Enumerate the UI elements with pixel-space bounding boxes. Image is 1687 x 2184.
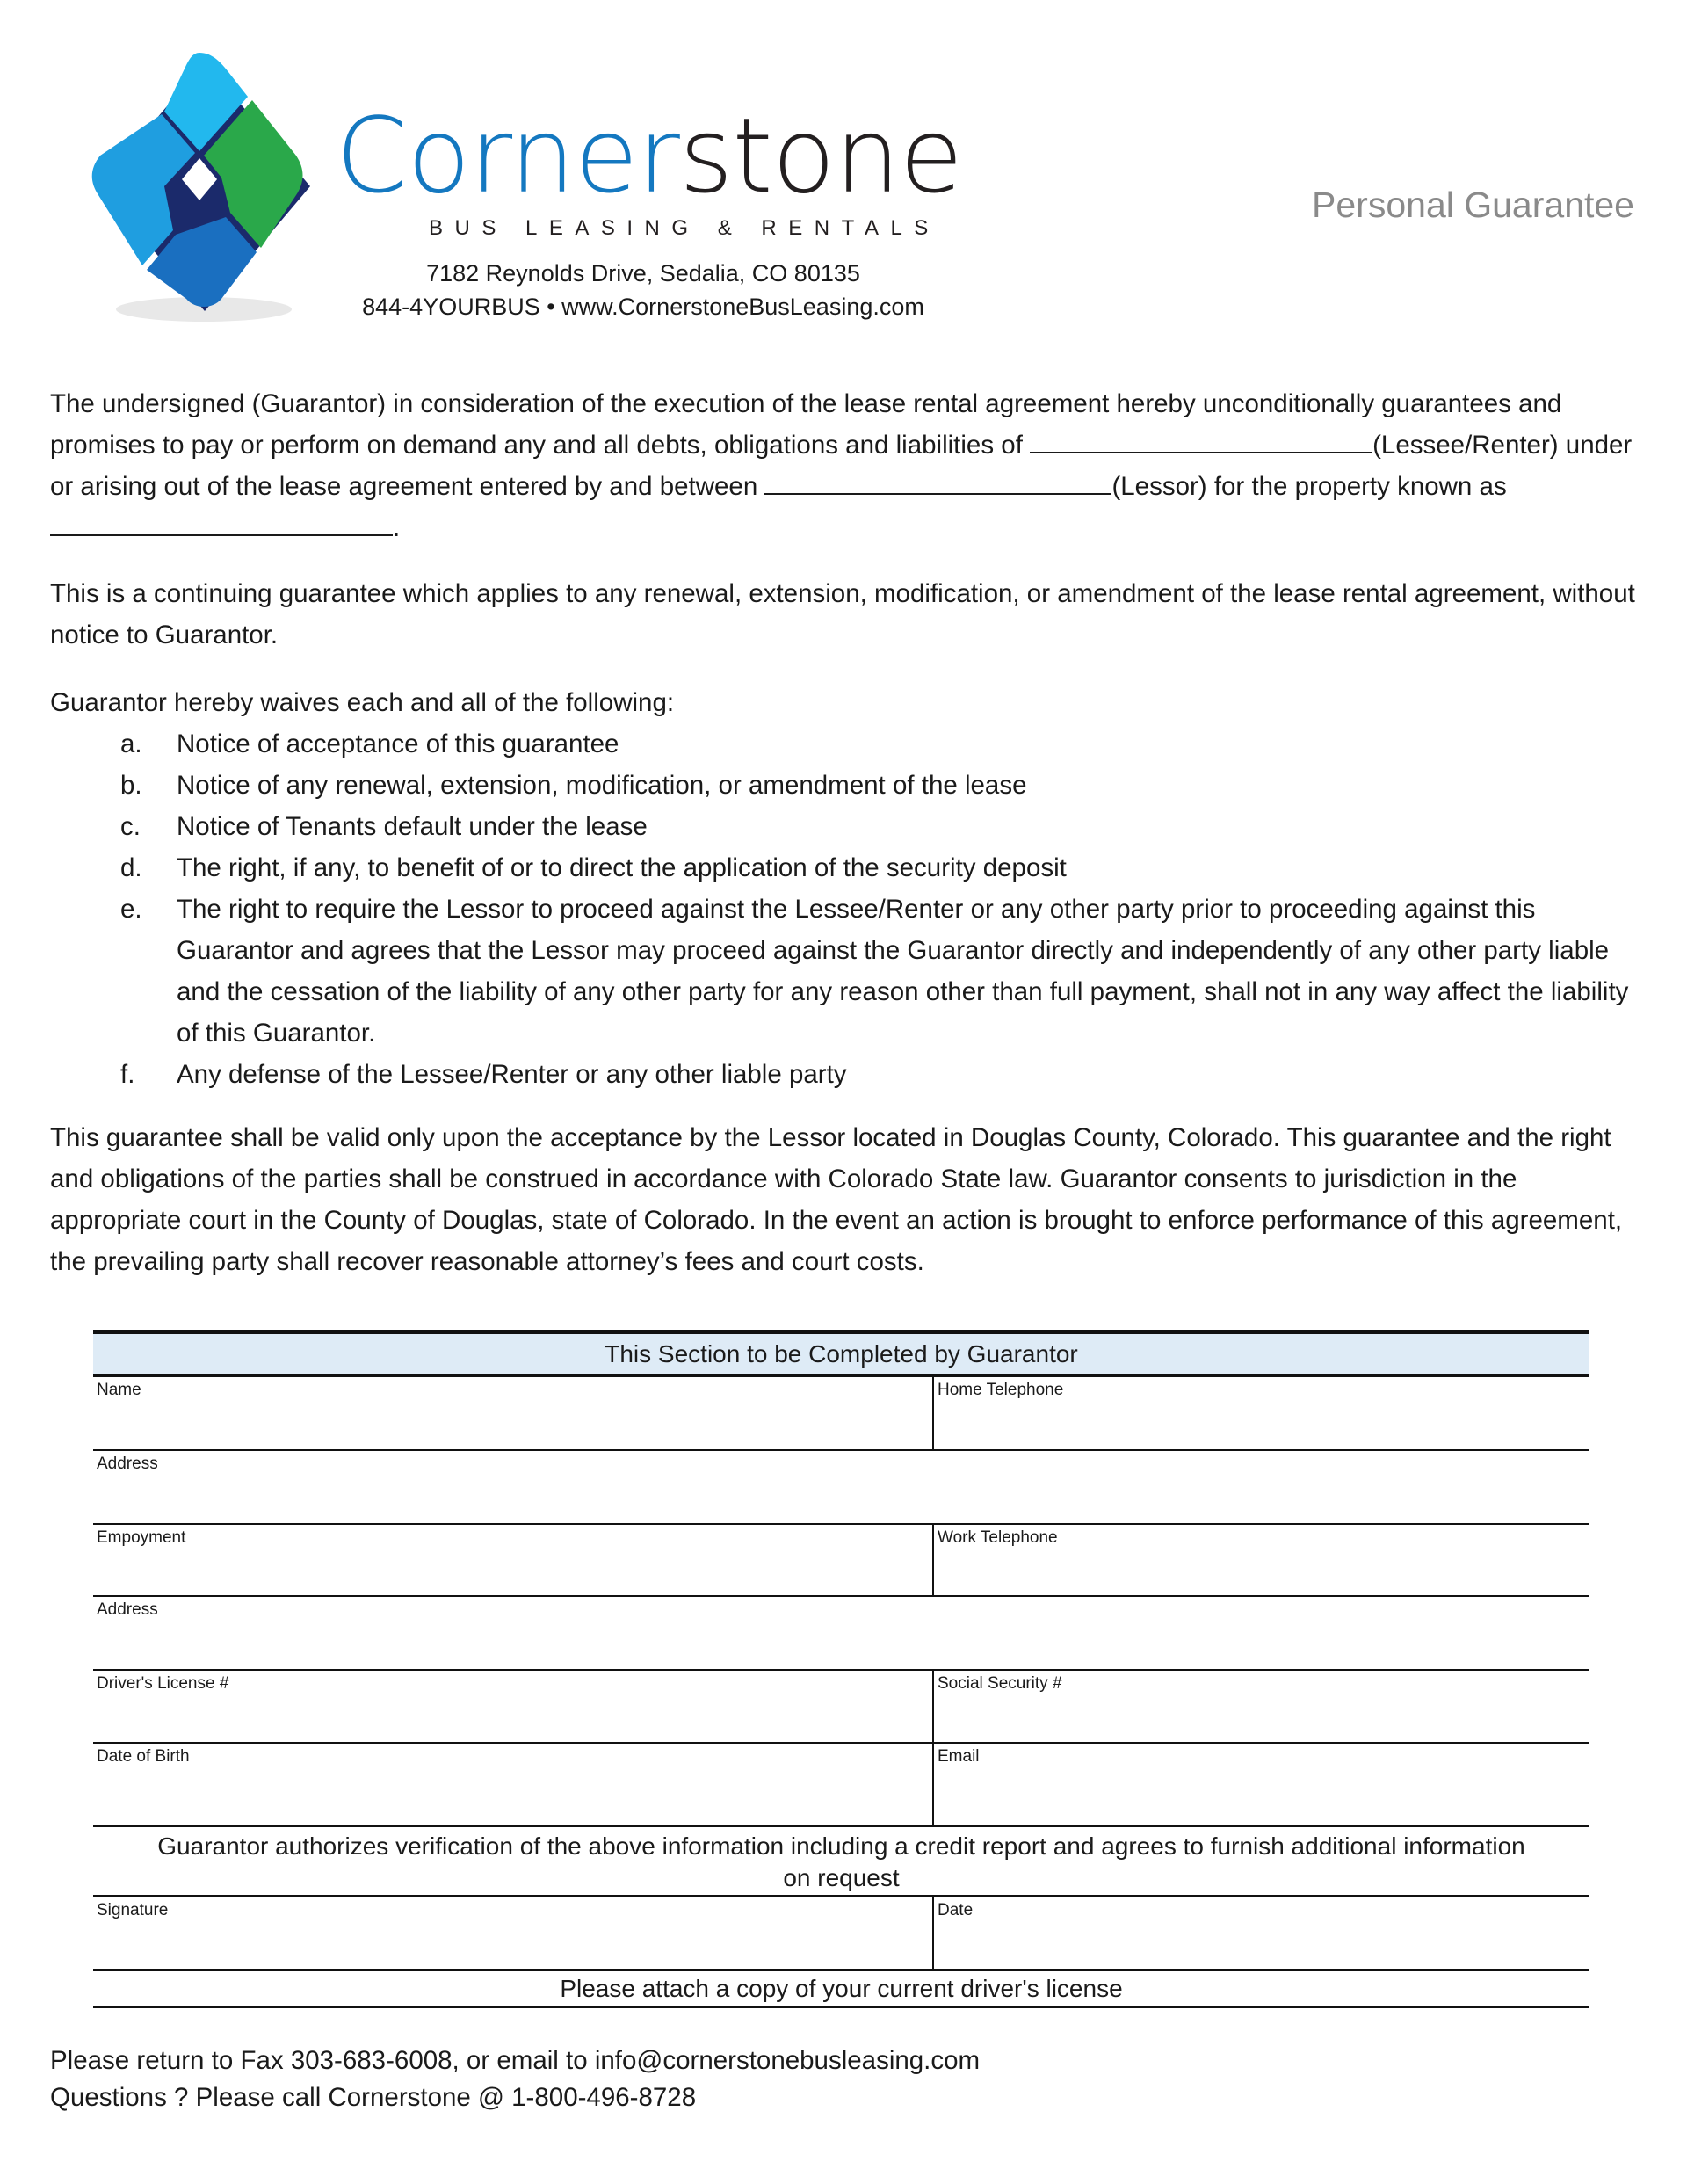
- guarantor-form: [93, 1330, 1589, 2008]
- home-telephone-field[interactable]: [932, 1377, 1589, 1449]
- waiver-text: Notice of acceptance of this guarantee: [177, 729, 619, 758]
- date-of-birth-label: Date of Birth: [97, 1747, 190, 1766]
- waiver-item: [50, 723, 1640, 765]
- waiver-marker: a.: [120, 729, 142, 758]
- drivers-license-label: Driver's License #: [97, 1674, 229, 1693]
- work-telephone-label: Work Telephone: [938, 1528, 1058, 1547]
- form-row-dob: [93, 1744, 1589, 1827]
- signature-label: Signature: [97, 1901, 169, 1919]
- work-telephone-field[interactable]: [932, 1525, 1589, 1595]
- brand-name-part2: stone: [678, 95, 963, 216]
- waiver-marker: d.: [120, 853, 142, 882]
- waiver-item: [50, 889, 1640, 1054]
- attach-license-note: Please attach a copy of your current driver's license: [93, 1971, 1589, 2008]
- employment-field[interactable]: [93, 1525, 932, 1595]
- email-field[interactable]: [932, 1744, 1589, 1825]
- p1-text-a: The undersigned (Guarantor) in consideration of the execution of the lease rental agreement hereby unconditionally guarantees and promises to pay or perform on demand any and all debts, obligations and liabilities of: [50, 389, 1562, 460]
- footer-return-info: Please return to Fax 303-683-6008, or email to info@cornerstonebusleasing.com: [50, 2046, 981, 2075]
- waiver-marker: b.: [120, 771, 142, 800]
- form-row-name: [93, 1377, 1589, 1451]
- waiver-text: Notice of Tenants default under the lease: [177, 812, 648, 841]
- form-row-employment: [93, 1525, 1589, 1597]
- form-row-license: [93, 1671, 1589, 1744]
- form-row-address: [93, 1451, 1589, 1525]
- p1-text-c: (Lessor) for the property known as: [1111, 472, 1507, 501]
- employer-address-label: Address: [97, 1600, 158, 1619]
- paragraph-continuing: This is a continuing guarantee which applies to any renewal, extension, modification, or amendment of the lease rental agreement, without notice to Guarantor.: [50, 579, 1635, 649]
- employment-label: Empoyment: [97, 1528, 186, 1547]
- waiver-text: Any defense of the Lessee/Renter or any other liable party: [177, 1060, 847, 1089]
- lessee-blank[interactable]: [1030, 425, 1372, 453]
- paragraph-guarantee: [50, 383, 1640, 548]
- name-field[interactable]: [93, 1377, 932, 1449]
- waivers-section: [50, 682, 1640, 1095]
- drivers-license-field[interactable]: [93, 1671, 932, 1742]
- paragraph-jurisdiction: This guarantee shall be valid only upon the acceptance by the Lessor located in Douglas County, Colorado. This guarantee and the right and obligations of the parties shall be construed in accordance with Colorado State law. Guarantor consents to jurisdiction in the appropriate court in the County of Douglas, state of Colorado. In the event an action is brought to enforce performance of this agreement, the prevailing party shall recover reasonable attorney’s fees and court costs.: [50, 1123, 1623, 1276]
- brand-name: [336, 95, 963, 216]
- waiver-list: [50, 723, 1640, 1095]
- footer-questions: Questions ? Please call Cornerstone @ 1-800-496-8728: [50, 2083, 697, 2112]
- company-address: 7182 Reynolds Drive, Sedalia, CO 80135: [426, 260, 860, 287]
- email-label: Email: [938, 1747, 980, 1766]
- date-of-birth-field[interactable]: [93, 1744, 932, 1825]
- signature-field[interactable]: [93, 1897, 932, 1969]
- tagline: BUS LEASING & RENTALS: [429, 216, 940, 240]
- lessor-blank[interactable]: [764, 467, 1111, 495]
- date-field[interactable]: [932, 1897, 1589, 1969]
- date-label: Date: [938, 1901, 974, 1919]
- waivers-intro: Guarantor hereby waives each and all of the following:: [50, 688, 675, 717]
- p1-text-b: (Lessee/Renter) under or arising out of the lease agreement entered by and between: [50, 431, 1633, 501]
- home-telephone-label: Home Telephone: [938, 1381, 1064, 1399]
- ssn-label: Social Security #: [938, 1674, 1062, 1693]
- form-title: This Section to be Completed by Guarantor: [93, 1330, 1589, 1377]
- waiver-marker: f.: [120, 1060, 135, 1089]
- waiver-text: The right to require the Lessor to proceed against the Lessee/Renter or any other party prior to proceeding against this Guarantor and agrees that the Lessor may proceed against the Guarantor directly and independently of any other party liable and the cessation of the liability of any other party for any reason other than full payment, shall not in any way affect the liability of this Guarantor.: [177, 895, 1629, 1048]
- waiver-item: [50, 847, 1640, 889]
- name-label: Name: [97, 1381, 141, 1399]
- property-blank[interactable]: [50, 508, 393, 536]
- authorization-text: Guarantor authorizes verification of the above information including a credit report and agrees to furnish additional information on request: [93, 1827, 1589, 1897]
- document-title: Personal Guarantee: [1312, 185, 1634, 225]
- address-field[interactable]: [93, 1451, 1589, 1523]
- waiver-item: [50, 765, 1640, 806]
- waiver-item: [50, 1054, 1640, 1095]
- address-label: Address: [97, 1455, 158, 1473]
- company-contact: 844-4YOURBUS • www.CornerstoneBusLeasing.com: [362, 294, 924, 320]
- waiver-text: The right, if any, to benefit of or to direct the application of the security deposit: [177, 853, 1067, 882]
- form-row-employer-address: [93, 1597, 1589, 1671]
- waiver-item: [50, 806, 1640, 847]
- p1-text-d: .: [393, 513, 401, 542]
- cornerstone-logo-icon: [81, 46, 318, 327]
- ssn-field[interactable]: [932, 1671, 1589, 1742]
- form-row-signature: [93, 1897, 1589, 1971]
- waiver-marker: c.: [120, 812, 141, 841]
- waiver-text: Notice of any renewal, extension, modification, or amendment of the lease: [177, 771, 1027, 800]
- brand-name-part1: Corner: [336, 95, 679, 216]
- employer-address-field[interactable]: [93, 1597, 1589, 1669]
- waiver-marker: e.: [120, 895, 142, 924]
